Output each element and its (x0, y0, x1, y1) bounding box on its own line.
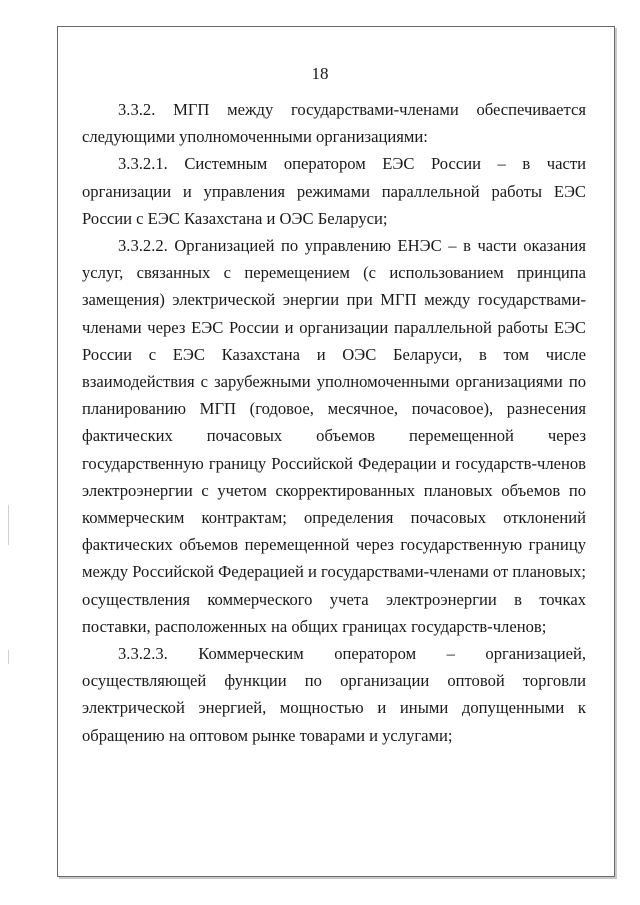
paragraph-3-3-2-2: 3.3.2.2. Организацией по управлению ЕНЭС – в части оказания услуг, связанных с перемещением (с использованием принципа замещения) электрической энергии при МГП между государствами-членами через ЕЭС России и организации параллельной работы ЕЭС России с ЕЭС Казахстана и ОЭС Беларуси, в том числе взаимодействия с зарубежными уполномоченными организациями по планированию МГП (годовое, месячное, почасовое), разнесения фактических почасовых объемов перемещенной через государственную границу Российской Федерации и государств-членов электроэнергии с учетом скорректированных плановых объемов по коммерческим контрактам; определения почасовых отклонений фактических объемов перемещенной через государственную границу между Российской Федерацией и государствами-членами от плановых; осуществления коммерческого учета электроэнергии в точках поставки, расположенных на общих границах государств-членов; (82, 236, 587, 636)
scan-edge-mark (8, 505, 9, 545)
scan-edge-mark (8, 650, 9, 664)
document-body (82, 96, 586, 749)
paragraph-3-3-2-3: 3.3.2.3. Коммерческим оператором – организацией, осуществляющей функции по организации оптовой торговли электрической энергией, мощностью и иными допущенными к обращению на оптовом рынке товарами и услугами; (82, 644, 586, 745)
paragraph-3-3-2-1: 3.3.2.1. Системным оператором ЕЭС России – в части организации и управления режимами параллельной работы ЕЭС России с ЕЭС Казахстана и ОЭС Беларуси; (82, 154, 586, 228)
paragraph-3-3-2: 3.3.2. МГП между государствами-членами обеспечивается следующими уполномоченными организациями: (82, 100, 586, 147)
page-number: 18 (311, 64, 329, 83)
